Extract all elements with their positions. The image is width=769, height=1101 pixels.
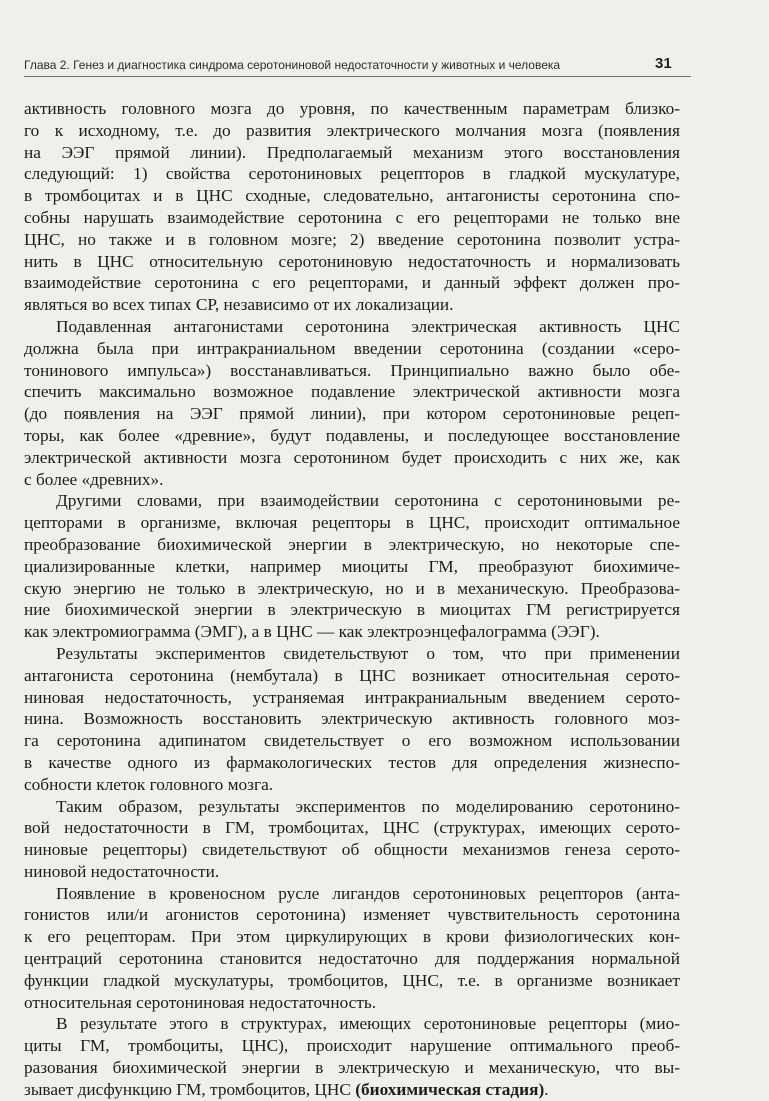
text-line: торы, как более «древние», будут подавлены, и последующее восстановление <box>24 425 680 445</box>
text-line: функции гладкой мускулатуры, тромбоцитов, ЦНС, т.е. в организме возникает <box>24 970 680 990</box>
text-line: собности клеток головного мозга. <box>24 774 274 794</box>
text-line: ЦНС, но также и в головном мозге; 2) введение серотонина позволит устра- <box>24 229 680 249</box>
text-line: зывает дисфункцию ГМ, тромбоцитов, ЦНС (биохимическая стадия). <box>24 1079 549 1099</box>
text-line: Результаты экспериментов свидетельствуют о том, что при применении <box>56 643 680 663</box>
paragraph <box>24 316 680 490</box>
text-line: ниновые рецепторы) свидетельствуют об общности механизмов генеза серото- <box>24 840 680 860</box>
text-line: нина. Возможность восстановить электрическую активность головного моз- <box>24 709 680 729</box>
body-text <box>24 98 680 1101</box>
sentence-end: . <box>544 1079 549 1099</box>
text-line: антагониста серотонина (нембутала) в ЦНС возникает относительная серото- <box>24 665 680 685</box>
text-line: Другими словами, при взаимодействии серотонина с серотониновыми ре- <box>56 491 680 511</box>
text-line: спечить максимально возможное подавление электрической активности мозга <box>24 382 680 402</box>
text-line: Таким образом, результаты экспериментов по моделированию серотонино- <box>56 796 680 816</box>
text-line: га серотонина адипинатом свидетельствует о его возможном использовании <box>24 731 680 751</box>
paragraph <box>24 1013 680 1100</box>
text-line: циты ГМ, тромбоциты, ЦНС), происходит нарушение оптимального преоб- <box>24 1036 680 1056</box>
text-line: к его рецепторам. При этом циркулирующих в крови физиологических кон- <box>24 927 680 947</box>
text-line: ниновой недостаточности. <box>24 861 220 881</box>
text-line: собны нарушать взаимодействие серотонина с его рецепторами не только вне <box>24 207 680 227</box>
text-line: (до появления на ЭЭГ прямой линии), при котором серотониновые рецеп- <box>24 404 680 424</box>
text-line: цепторами в организме, включая рецепторы в ЦНС, происходит оптимальное <box>24 513 680 533</box>
paragraph <box>24 98 680 316</box>
emphasis-text: (биохимическая стадия) <box>355 1079 545 1099</box>
text-line: активность головного мозга до уровня, по качественным параметрам близко- <box>24 99 680 118</box>
text-line: В результате этого в структурах, имеющих серотониновые рецепторы (мио- <box>56 1014 680 1034</box>
text-line: тонинового импульса») восстанавливаться. Принципиально важно было обе- <box>24 360 680 380</box>
text-line: Появление в кровеносном русле лигандов серотониновых рецепторов (анта- <box>56 883 680 903</box>
text-line: являться во всех типах СР, независимо от их локализации. <box>24 295 454 315</box>
text-line: следующий: 1) свойства серотониновых рецепторов в гладкой мускулатуре, <box>24 164 680 184</box>
text-line: в тромбоцитах и в ЦНС сходные, следовательно, антагонисты серотонина спо- <box>24 186 680 206</box>
text-line: с более «древних». <box>24 469 164 489</box>
text-line: относительная серотониновая недостаточность. <box>24 992 377 1012</box>
page-number: 31 <box>655 55 672 72</box>
running-header <box>24 48 691 77</box>
chapter-title: Глава 2. Генез и диагностика синдрома серотониновой недостаточности у животных и человека <box>24 58 561 72</box>
text-line: скую энергию не только в электрическую, но и в механическую. Преобразова- <box>24 578 680 598</box>
text-line: ниновая недостаточность, устраняемая интракраниальным введением серото- <box>24 687 680 707</box>
text-line: разования биохимической энергии в электрическую и механическую, что вы- <box>24 1058 680 1078</box>
text-line: взаимодействие серотонина с его рецепторами, и данный эффект должен про- <box>24 273 680 293</box>
text-line: на ЭЭГ прямой линии). Предполагаемый механизм этого восстановления <box>24 142 680 162</box>
text-line: Подавленная антагонистами серотонина электрическая активность ЦНС <box>56 316 680 336</box>
text-line: центраций серотонина становится недостаточно для поддержания нормальной <box>24 949 680 969</box>
text-line: в качестве одного из фармакологических тестов для определения жизнеспо- <box>24 752 680 772</box>
text-line: ние биохимической энергии в электрическую в миоцитах ГМ регистрируется <box>24 600 680 620</box>
text-line: должна была при интракраниальном введении серотонина (создании «серо- <box>24 338 680 358</box>
text-line: го к исходному, т.е. до развития электрического молчания мозга (появления <box>24 120 680 140</box>
paragraph <box>24 643 680 796</box>
text-line: преобразование биохимической энергии в электрическую, но некоторые спе- <box>24 534 680 554</box>
paragraph <box>24 490 680 643</box>
paragraph <box>24 796 680 883</box>
text-line: вой недостаточности в ГМ, тромбоцитах, ЦНС (структурах, имеющих серото- <box>24 818 680 838</box>
text-line: как электромиограмма (ЭМГ), а в ЦНС — как электроэнцефалограмма (ЭЭГ). <box>24 622 600 642</box>
paragraph <box>24 883 680 1014</box>
text-line: электрической активности мозга серотонином будет происходить с них же, как <box>24 447 680 467</box>
text-line: циализированные клетки, например миоциты ГМ, преобразуют биохимиче- <box>24 556 680 576</box>
text-line: гонистов или/и агонистов серотонина) изменяет чувствительность серотонина <box>24 905 680 925</box>
text-line: нить в ЦНС относительную серотониновую недостаточность и нормализовать <box>24 251 680 271</box>
